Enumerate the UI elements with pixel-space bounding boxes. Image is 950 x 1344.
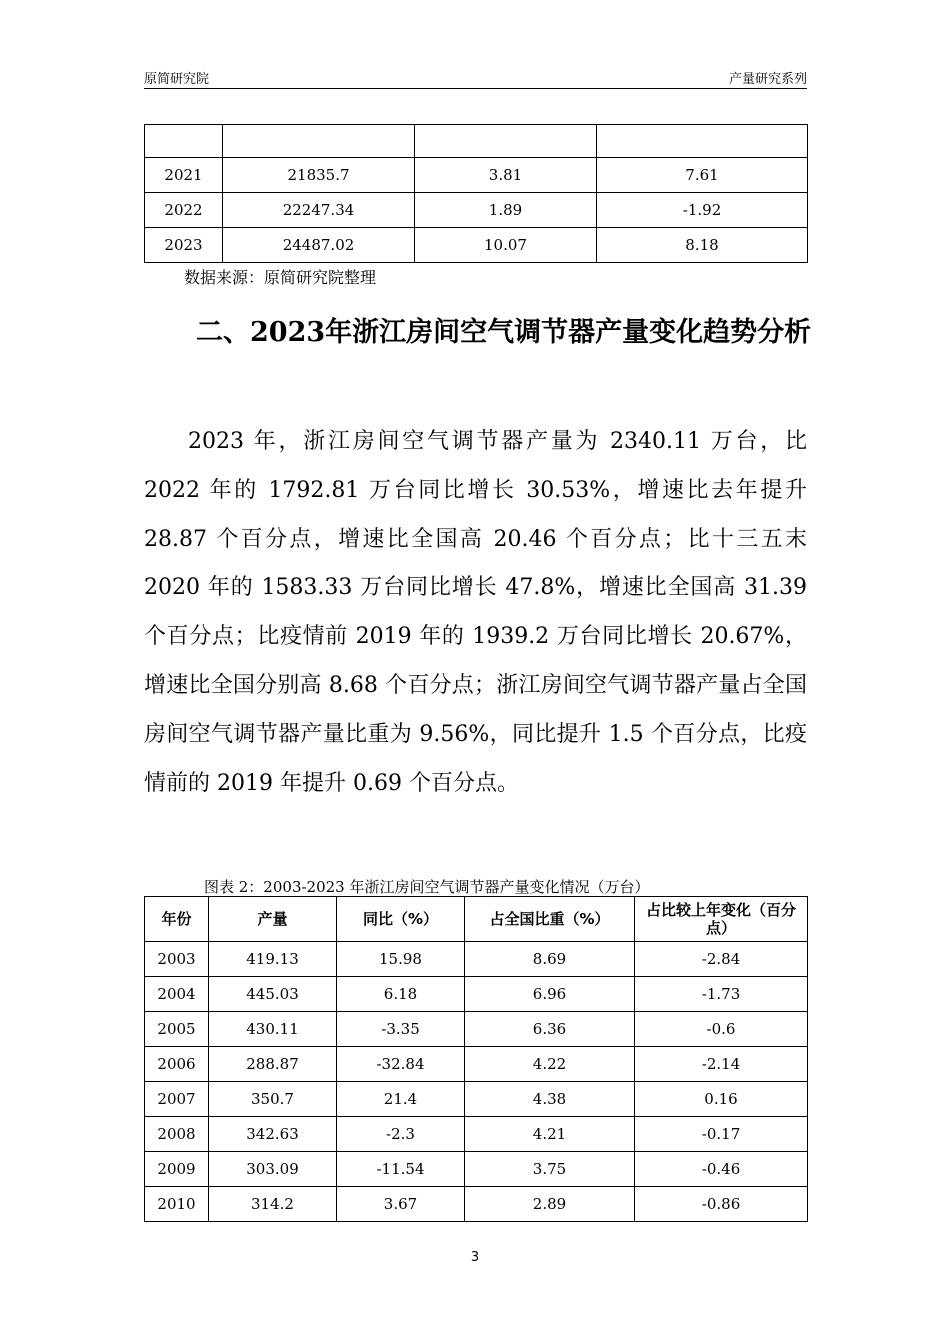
table-cell: 2021 (145, 158, 223, 193)
table-row (145, 158, 808, 193)
table-cell: 21835.7 (223, 158, 415, 193)
table-row (145, 193, 808, 228)
table-row (145, 1152, 808, 1187)
table-cell: 6.36 (465, 1012, 635, 1047)
table-cell: -1.73 (635, 977, 808, 1012)
column-header: 同比（%） (337, 897, 465, 942)
table-row (145, 125, 808, 158)
section-heading: 二、2023年浙江房间空气调节器产量变化趋势分析 (196, 317, 812, 348)
table-cell: 2004 (145, 977, 209, 1012)
table-cell: 288.87 (209, 1047, 337, 1082)
table-cell: 7.61 (597, 158, 808, 193)
table-cell (223, 125, 415, 158)
table-cell: -2.3 (337, 1117, 465, 1152)
table-caption: 图表 2：2003-2023 年浙江房间空气调节器产量变化情况（万台） (204, 878, 650, 896)
table-cell: 24487.02 (223, 228, 415, 263)
table-row (145, 1047, 808, 1082)
table-cell: 2022 (145, 193, 223, 228)
column-header: 占比较上年变化（百分点） (635, 897, 808, 942)
table-cell: -0.6 (635, 1012, 808, 1047)
table-cell: 2008 (145, 1117, 209, 1152)
table-cell (145, 125, 223, 158)
table-cell: -3.35 (337, 1012, 465, 1047)
table-cell: 2006 (145, 1047, 209, 1082)
production-table (144, 896, 808, 1222)
table-cell: 10.07 (415, 228, 597, 263)
table-cell: -11.54 (337, 1152, 465, 1187)
data-source-note: 数据来源：原简研究院整理 (184, 268, 377, 287)
table-row (145, 942, 808, 977)
table-row (145, 1117, 808, 1152)
table-cell: 350.7 (209, 1082, 337, 1117)
table-cell: 342.63 (209, 1117, 337, 1152)
table-cell: -0.17 (635, 1117, 808, 1152)
column-header: 占全国比重（%） (465, 897, 635, 942)
table-cell: 4.21 (465, 1117, 635, 1152)
body-paragraph: 2023 年，浙江房间空气调节器产量为 2340.11 万台，比 2022 年的 1792.81 万台同比增长 30.53%，增速比去年提升 28.87 个百分点，增速比全国高 20.46 个百分点；比十三五末 2020 年的 1583.33 万台同比增长 47.8%，增速比全国高 31.39 个百分点；比疫情前 2019 年的 1939.2 万台同比增长 20.67%，增速比全国分别高 8.68 个百分点；浙江房间空气调节器产量占全国房间空气调节器产量比重为 9.56%，同比提升 1.5 个百分点，比疫情前的 2019 年提升 0.69 个百分点。 (144, 429, 807, 796)
table-cell: -32.84 (337, 1047, 465, 1082)
table-cell: 2005 (145, 1012, 209, 1047)
table-cell: 419.13 (209, 942, 337, 977)
table-cell: 2010 (145, 1187, 209, 1222)
table-cell: 2003 (145, 942, 209, 977)
table-cell: 21.4 (337, 1082, 465, 1117)
table-cell: -1.92 (597, 193, 808, 228)
table-cell: 3.75 (465, 1152, 635, 1187)
table-row (145, 228, 808, 263)
table-row (145, 1012, 808, 1047)
table-row (145, 1187, 808, 1222)
table-header-row (145, 897, 808, 942)
table-cell: 2.89 (465, 1187, 635, 1222)
table-cell: 1.89 (415, 193, 597, 228)
table-cell: 3.81 (415, 158, 597, 193)
table-cell: 15.98 (337, 942, 465, 977)
table-cell (597, 125, 808, 158)
table-cell: 4.22 (465, 1047, 635, 1082)
table-cell: 2023 (145, 228, 223, 263)
column-header: 年份 (145, 897, 209, 942)
table-cell: 445.03 (209, 977, 337, 1012)
column-header: 产量 (209, 897, 337, 942)
table-cell: 2009 (145, 1152, 209, 1187)
table-cell: 430.11 (209, 1012, 337, 1047)
table-cell: 8.69 (465, 942, 635, 977)
table-cell: 2007 (145, 1082, 209, 1117)
table-cell: 6.96 (465, 977, 635, 1012)
table-cell: 303.09 (209, 1152, 337, 1187)
table-cell: 8.18 (597, 228, 808, 263)
table-cell: 314.2 (209, 1187, 337, 1222)
table-row (145, 1082, 808, 1117)
header-rule (144, 88, 807, 89)
table-cell (415, 125, 597, 158)
header-series: 产量研究系列 (728, 72, 807, 87)
table-cell: -0.86 (635, 1187, 808, 1222)
table-cell: 3.67 (337, 1187, 465, 1222)
table-continued (144, 124, 808, 263)
table-row (145, 977, 808, 1012)
table-cell: 4.38 (465, 1082, 635, 1117)
table-cell: 0.16 (635, 1082, 808, 1117)
page-number: 3 (470, 1250, 480, 1265)
header-org: 原简研究院 (144, 72, 210, 87)
table-cell: 22247.34 (223, 193, 415, 228)
table-cell: 6.18 (337, 977, 465, 1012)
table-cell: -0.46 (635, 1152, 808, 1187)
table-cell: -2.84 (635, 942, 808, 977)
table-cell: -2.14 (635, 1047, 808, 1082)
